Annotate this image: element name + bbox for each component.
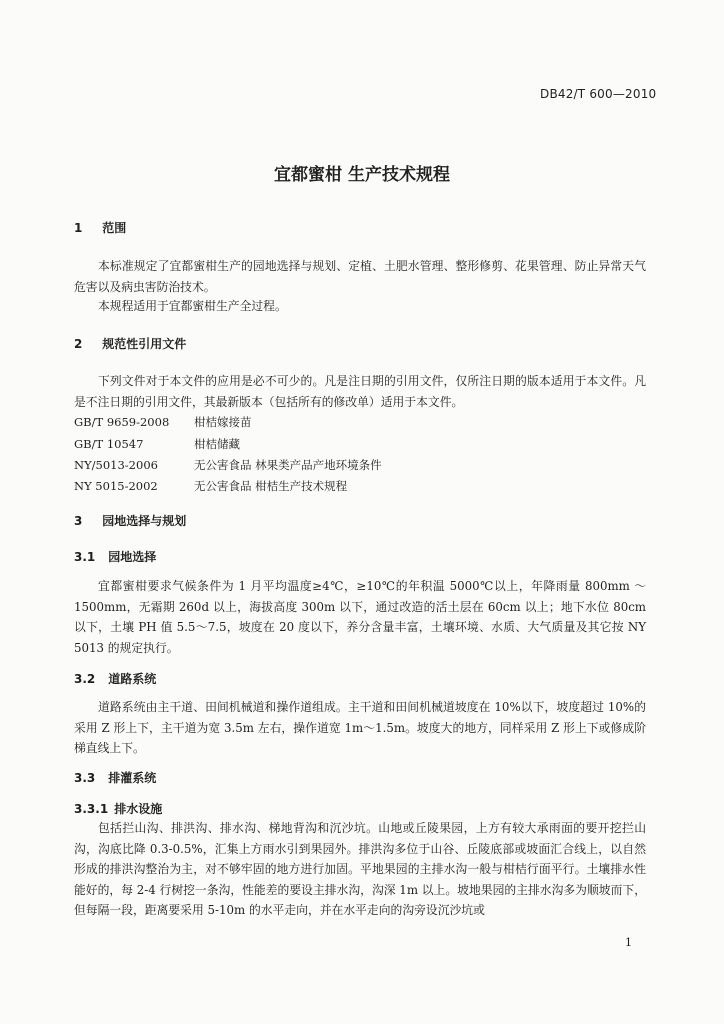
section-3-heading <box>74 512 186 529</box>
section-title: 园地选择与规划 <box>102 514 187 528</box>
section-number: 1 <box>74 221 83 235</box>
section-3-3-1-heading <box>74 800 162 817</box>
section-1-heading <box>74 219 126 236</box>
reference-code: GB/T 10547 <box>74 437 144 451</box>
section-3-2-paragraph: 道路系统由主干道、田间机械道和操作道组成。主干道和田间机械道坡度在 10%以下，坡度超过 10%的采用 Z 形上下，主干道为宽 3.5m 左右，操作道宽 1m～1.5m。坡度大的地方，同样采用 Z 形上下或修成阶梯直线上下。 <box>74 700 646 755</box>
reference-name: 无公害食品 林果类产品产地环境条件 <box>194 458 382 472</box>
reference-row <box>74 478 347 494</box>
section-title: 排灌系统 <box>108 771 157 785</box>
reference-row <box>74 414 252 430</box>
reference-name: 无公害食品 柑桔生产技术规程 <box>194 479 348 493</box>
reference-code: NY/5013-2006 <box>74 458 158 472</box>
section-number: 3.2 <box>74 672 96 686</box>
section-2-heading <box>74 335 186 352</box>
reference-name: 柑桔储藏 <box>194 437 240 451</box>
section-number: 3.3.1 <box>74 802 109 816</box>
section-number: 3.1 <box>74 550 96 564</box>
section-1-paragraph-1: 本标准规定了宜都蜜柑生产的园地选择与规划、定植、土肥水管理、整形修剪、花果管理、防止异常天气危害以及病虫害防治技术。 <box>74 259 646 294</box>
reference-row <box>74 457 382 473</box>
document-title: 宜都蜜柑 生产技术规程 <box>274 165 450 185</box>
section-3-1-heading <box>74 548 156 565</box>
section-3-1-paragraph: 宜都蜜柑要求气候条件为 1 月平均温度≥4℃，≥10℃的年积温 5000℃以上，年降雨量 800mm ～1500mm，无霜期 260d 以上，海拔高度 300m 以下，通过改造的活土层在 60cm 以上；地下水位 80cm 以下，土壤 PH 值 5.5～7.5，坡度在 20 度以下，养分含量丰富，土壤环境、水质、大气质量及其它按 NY 5013 的规定执行。 <box>74 579 646 655</box>
section-3-3-heading <box>74 769 156 786</box>
section-number: 2 <box>74 337 83 351</box>
reference-code: GB/T 9659-2008 <box>74 415 170 429</box>
section-number: 3.3 <box>74 771 96 785</box>
reference-name: 柑桔嫁接苗 <box>194 415 252 429</box>
standard-code: DB42/T 600—2010 <box>540 87 657 101</box>
section-number: 3 <box>74 514 83 528</box>
section-title: 范围 <box>102 221 127 235</box>
section-title: 道路系统 <box>108 672 157 686</box>
section-title: 园地选择 <box>108 550 157 564</box>
section-1-paragraph-2: 本规程适用于宜都蜜柑生产全过程。 <box>98 299 287 313</box>
section-title: 规范性引用文件 <box>102 337 187 351</box>
reference-row <box>74 436 240 452</box>
reference-code: NY 5015-2002 <box>74 479 158 493</box>
section-2-paragraph-1: 下列文件对于本文件的应用是必不可少的。凡是注日期的引用文件，仅所注日期的版本适用于本文件。凡是不注日期的引用文件，其最新版本（包括所有的修改单）适用于本文件。 <box>74 374 646 409</box>
section-title: 排水设施 <box>114 802 163 816</box>
section-3-3-1-paragraph: 包括拦山沟、排洪沟、排水沟、梯地背沟和沉沙坑。山地或丘陵果园，上方有较大承雨面的要开挖拦山沟，沟底比降 0.3-0.5%，汇集上方雨水引到果园外。排洪沟多位于山谷、丘陵底部或坡面汇合线上，以自然形成的排洪沟整治为主，对不够牢固的地方进行加固。平地果园的主排水沟一般与柑桔行面平行。土壤排水性能好的，每 2-4 行树挖一条沟，性能差的要设主排水沟，沟深 1m 以上。坡地果园的主排水沟多为顺坡而下，但每隔一段，距离要采用 5-10m 的水平走向，并在水平走向的沟旁设沉沙坑或 <box>74 821 646 917</box>
page-number: 1 <box>625 936 632 949</box>
section-3-2-heading <box>74 670 156 687</box>
